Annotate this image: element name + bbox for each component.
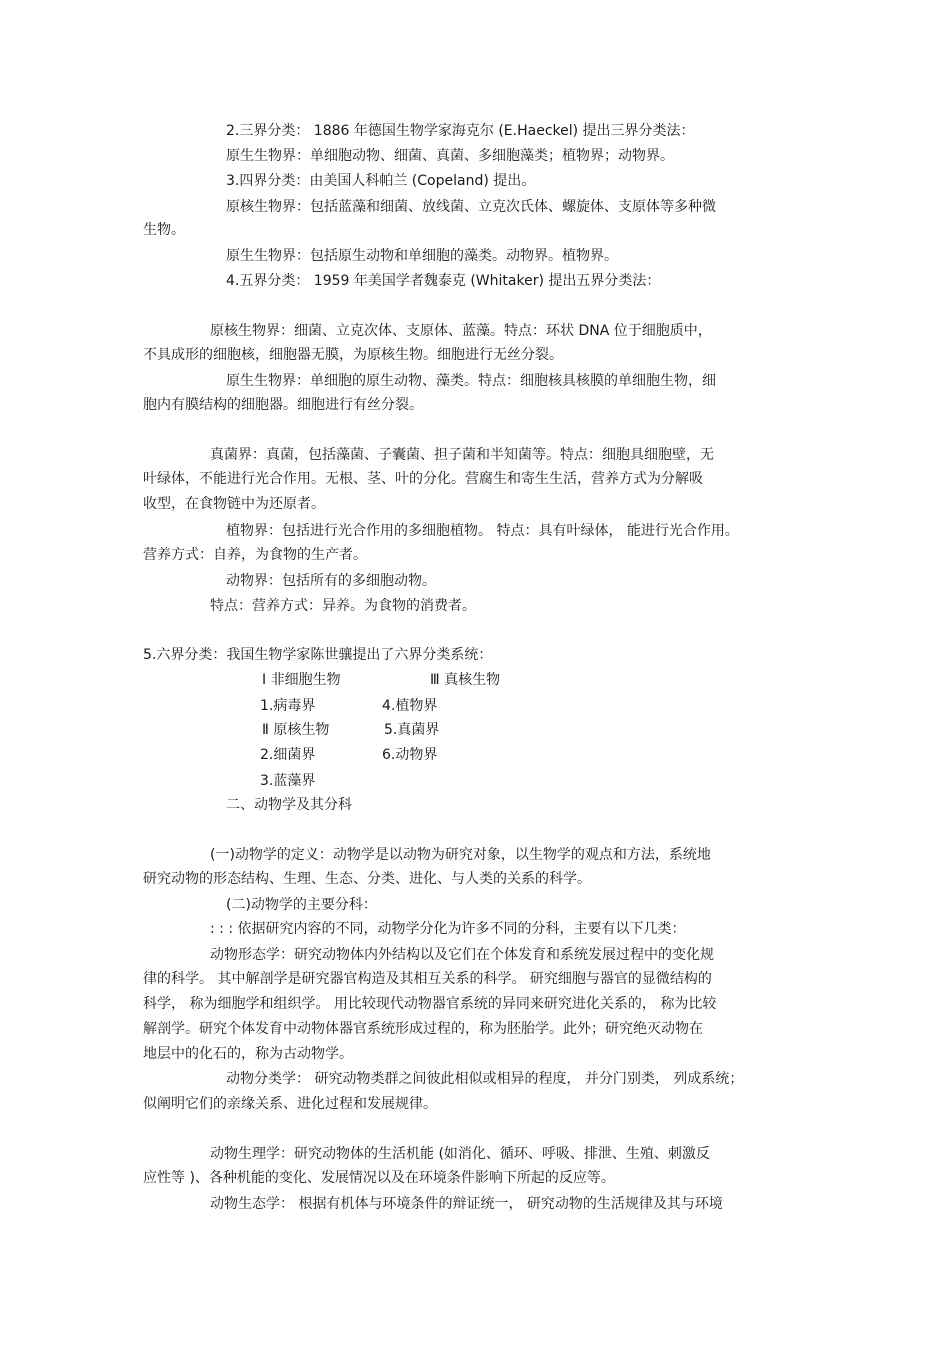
text-line: 3.四界分类：由美国人科帕兰 (Copeland) 提出。	[226, 173, 536, 189]
text-line: 真菌界：真菌，包括藻菌、子囊菌、担子菌和半知菌等。特点：细胞具细胞壁，无	[210, 447, 714, 463]
classification-item: 1.病毒界	[260, 698, 316, 714]
text-line: (二)动物学的主要分科：	[226, 897, 377, 913]
section-heading: 二、动物学及其分科	[226, 797, 352, 813]
text-line: 植物界：包括进行光合作用的多细胞植物。 特点：具有叶绿体， 能进行光合作用。	[226, 523, 739, 539]
text-line: 应性等 )、各种机能的变化、发展情况以及在环境条件影响下所起的反应等。	[143, 1170, 615, 1186]
text-line: 动物生理学：研究动物体的生活机能 (如消化、循环、呼吸、排泄、生殖、刺激反	[210, 1146, 710, 1162]
text-line: : : : 依据研究内容的不同，动物学分化为许多不同的分科，主要有以下几类：	[210, 921, 686, 937]
classification-item: 3.蓝藻界	[260, 773, 316, 789]
classification-item: Ⅲ 真核生物	[430, 672, 501, 688]
text-line: 原生生物界：单细胞的原生动物、藻类。特点：细胞核具核膜的单细胞生物，细	[226, 373, 716, 389]
text-line: 动物分类学： 研究动物类群之间彼此相似或相异的程度， 并分门别类， 列成系统；	[226, 1071, 744, 1087]
text-line: 特点：营养方式：异养。为食物的消费者。	[210, 598, 476, 614]
text-line: 动物界：包括所有的多细胞动物。	[226, 573, 436, 589]
text-line: 原生生物界：包括原生动物和单细胞的藻类。动物界。植物界。	[226, 248, 618, 264]
classification-item: 4.植物界	[382, 698, 438, 714]
text-line: 原核生物界：细菌、立克次体、支原体、蓝藻。特点：环状 DNA 位于细胞质中，	[210, 323, 712, 339]
text-line: 胞内有膜结构的细胞器。细胞进行有丝分裂。	[143, 397, 423, 413]
text-line: 4.五界分类： 1959 年美国学者魏泰克 (Whitaker) 提出五界分类法：	[226, 273, 661, 289]
text-line: 原生生物界：单细胞动物、细菌、真菌、多细胞藻类；植物界；动物界。	[226, 148, 674, 164]
classification-item: Ⅱ 原核生物	[262, 722, 330, 738]
text-line: 似阐明它们的亲缘关系、进化过程和发展规律。	[143, 1096, 437, 1112]
text-line: 生物。	[143, 222, 185, 238]
text-line: 地层中的化石的，称为古动物学。	[143, 1046, 353, 1062]
text-line: 5.六界分类：我国生物学家陈世骧提出了六界分类系统：	[143, 647, 493, 663]
classification-item: 6.动物界	[382, 747, 438, 763]
text-line: 动物生态学： 根据有机体与环境条件的辩证统一， 研究动物的生活规律及其与环境	[210, 1196, 723, 1212]
classification-item: 2.细菌界	[260, 747, 316, 763]
text-line: 叶绿体，不能进行光合作用。无根、茎、叶的分化。营腐生和寄生生活，营养方式为分解吸	[143, 471, 703, 487]
text-line: 科学， 称为细胞学和组织学。 用比较现代动物器官系统的异同来研究进化关系的， 称为比较	[143, 996, 717, 1012]
text-line: 营养方式：自养，为食物的生产者。	[143, 547, 367, 563]
text-line: 动物形态学：研究动物体内外结构以及它们在个体发育和系统发展过程中的变化规	[210, 947, 714, 963]
text-line: 律的科学。 其中解剖学是研究器官构造及其相互关系的科学。 研究细胞与器官的显微结构的	[143, 971, 712, 987]
text-line: 2.三界分类： 1886 年德国生物学家海克尔 (E.Haeckel) 提出三界分类法：	[226, 123, 695, 139]
text-line: 收型，在食物链中为还原者。	[143, 496, 325, 512]
text-line: 原核生物界：包括蓝藻和细菌、放线菌、立克次氏体、螺旋体、支原体等多种微	[226, 199, 716, 215]
classification-item: 5.真菌界	[384, 722, 440, 738]
text-line: 研究动物的形态结构、生理、生态、分类、进化、与人类的关系的科学。	[143, 871, 591, 887]
text-line: (一)动物学的定义：动物学是以动物为研究对象，以生物学的观点和方法，系统地	[210, 847, 711, 863]
text-line: 不具成形的细胞核，细胞器无膜，为原核生物。细胞进行无丝分裂。	[143, 347, 563, 363]
classification-item: Ⅰ 非细胞生物	[262, 672, 341, 688]
text-line: 解剖学。研究个体发育中动物体器官系统形成过程的，称为胚胎学。此外；研究绝灭动物在	[143, 1021, 703, 1037]
